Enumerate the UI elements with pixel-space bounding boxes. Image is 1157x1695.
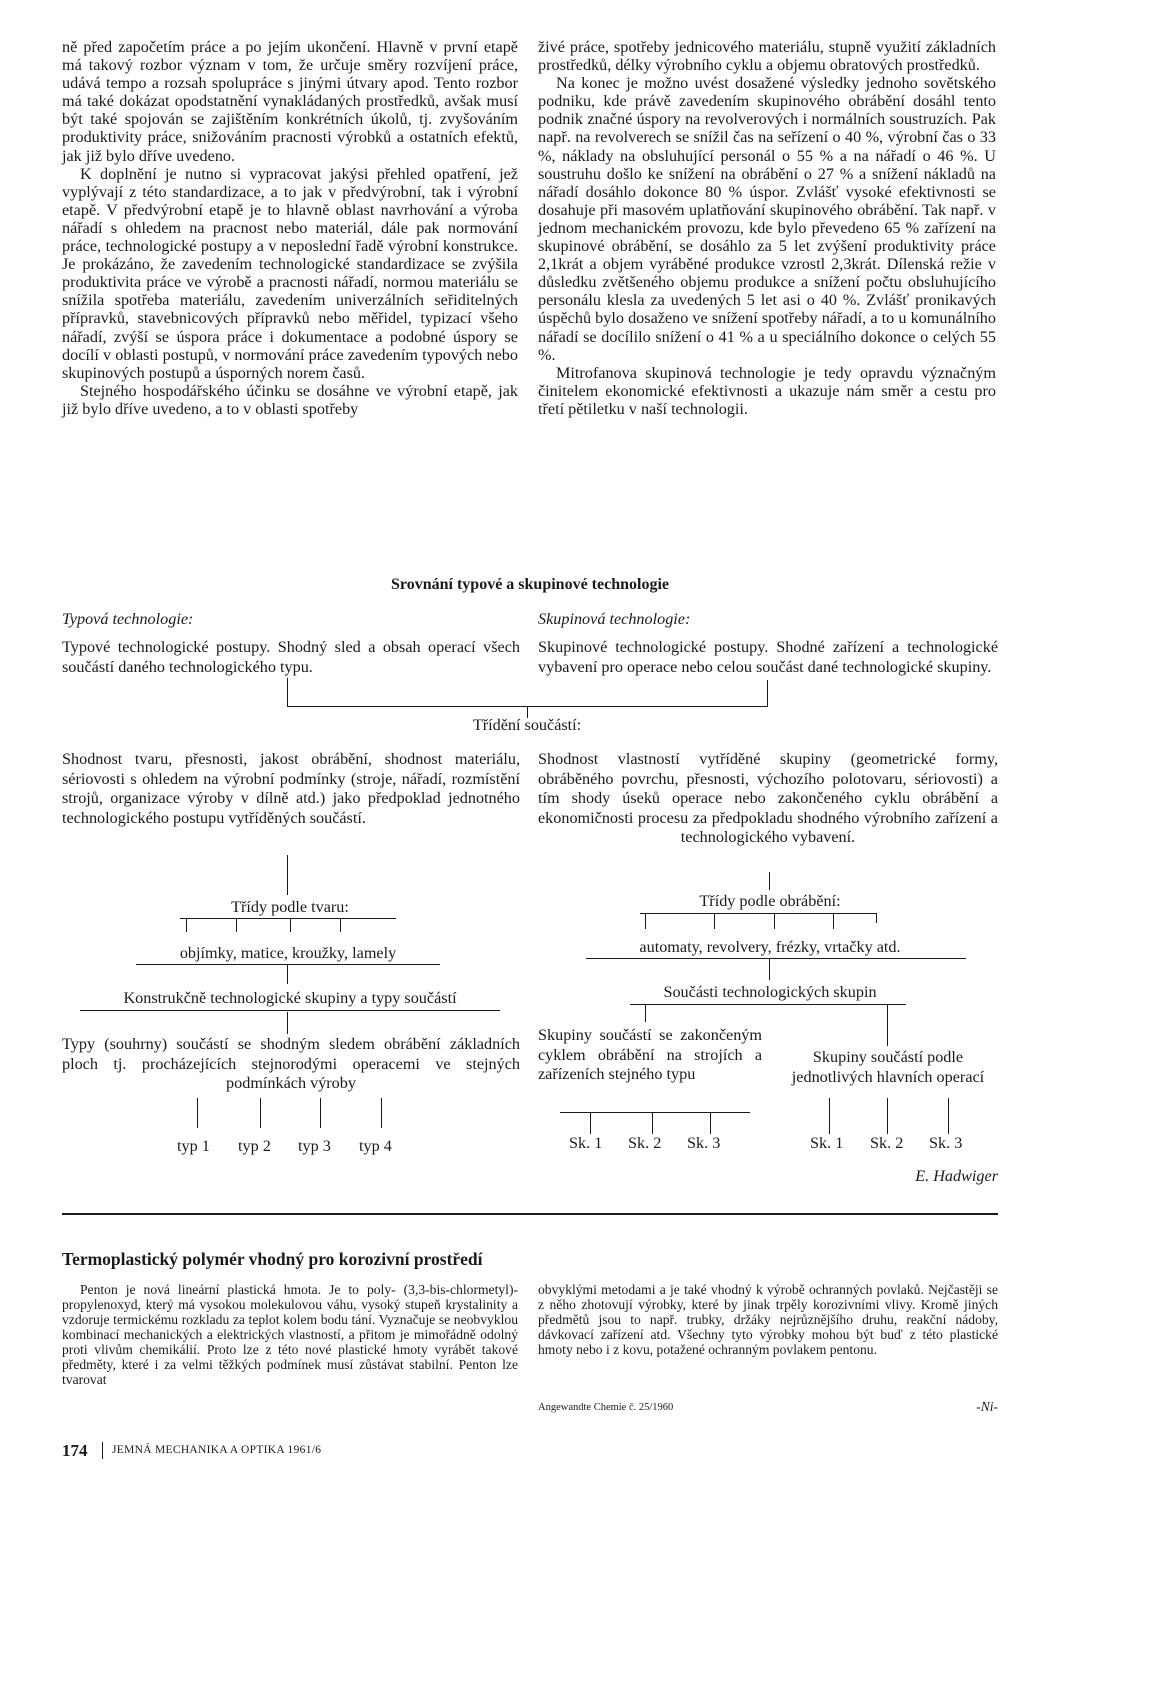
article-source: Angewandte Chemie č. 25/1960 <box>538 1402 674 1413</box>
connector-line <box>260 1098 261 1128</box>
connector-line <box>645 913 646 929</box>
paragraph: Na konec je možno uvést dosažené výsledky jednoho sovětského podniku, kde právě zavedením skupinového obrábění dosáhl tento podnik značné úspory na revolverových i normálních soustruzích. Pak např. na revolverech se snížil čas na seřízení o 40 %, výrobní čas o 33 %, náklady na obsluhující personál o 55 % a na nářadí o 46 %. U soustruhu došlo ke snížení na obrábění o 27 % a snížení nákladů na nářadí dosáhlo dokonce 80 % úspor. Zvlášť vysoké efektivnosti se dosahuje při masovém uplatňování skupinového obrábění. Tak např. v jednom mechanickém provozu, kde bylo převedeno 65 % zařízení na skupinové obrábění, se dosáhlo za 5 let zvýšení produktivity práce 2,1krát a objem vyráběné produkce vzrostl 2,3krát. Dílenská režie v důsledku zvětšeného objemu produkce a snížení počtu obsluhujícího personálu klesla za uvedených 5 let asi o 40 %. Zvlášť pronikavých úspěchů bylo dosaženo ve snížení spotřeby nářadí, a to u komunálního nářadí se docílilo snížení o 41 % a u speciálního dokonce o celých 55 %. <box>538 74 996 364</box>
connector-line <box>645 1004 646 1022</box>
connector-line <box>652 1112 653 1134</box>
paragraph: ně před započetím práce a po jejím ukončení. Hlavně v první etapě má takový rozbor význam v tom, že určuje směry rozvíjení práce, udává tempo a rozsah spolupráce s jinými útvary apod. Tento rozbor má také dokázat opodstatnění vynakládaných prostředků, avšak musí být také spojován se zajištěním konkrétních úkolů, tj. zvyšováním produktivity práce, snižováním pracnosti výrobků a ostatních efektů, jak již bylo dříve uvedeno. <box>62 38 518 165</box>
right-criteria: Shodnost vlastností vytříděné skupiny (geometrické formy, obráběného povrchu, přesnosti, výchozího polotovaru, sériovosti) a tím shody úseků operace nebo zakončeného cyklu obrábění a ekonomičnosti procesu za předpokladu shodného výrobního zařízení a technologického vybavení. <box>538 750 998 846</box>
connector-line <box>640 913 876 914</box>
left-criteria: Shodnost tvaru, přesnosti, jakost obrábění, shodnost materiálu, sériovosti s ohledem na výrobní podmínky (stroje, nářadí, rozmístění strojů, organizace výroby v dílně atd.) jako předpoklad jednotného technologického postupu vytříděných součástí. <box>62 750 520 827</box>
journal-name: JEMNÁ MECHANIKA A OPTIKA 1961/6 <box>112 1444 322 1456</box>
connector-line <box>287 855 288 895</box>
section-divider <box>62 1213 998 1215</box>
article-title: Termoplastický polymér vhodný pro korozivní prostředí <box>62 1249 483 1269</box>
left-groups: Konstrukčně technologické skupiny a typy součástí <box>123 989 457 1007</box>
connector-line <box>767 680 768 706</box>
connector-line <box>714 913 715 929</box>
group-label: Sk. 1 <box>810 1134 844 1152</box>
connector-line <box>180 918 396 919</box>
paragraph: živé práce, spotřeby jednicového materiálu, stupně využití základních prostředků, délky výrobního cyklu a objemu obratových prostředků. <box>538 38 996 75</box>
connector-line <box>630 1004 906 1005</box>
author: E. Hadwiger <box>915 1167 998 1185</box>
connector-line <box>876 913 877 923</box>
connector-line <box>829 1098 830 1134</box>
right-description: Skupinové technologické postupy. Shodné zařízení a technologické vybavení pro operace nebo celou součást dané technologické skupiny. <box>538 638 998 676</box>
left-types-description: Typy (souhrny) součástí se shodným sledem obrábění základních ploch tj. procházejících stejnorodými operacemi ve stejných podmínkách výroby <box>62 1035 520 1092</box>
connector-line <box>948 1098 949 1134</box>
connector-line <box>887 1098 888 1134</box>
center-label: Třídění součástí: <box>472 716 582 734</box>
group-label: Sk. 2 <box>628 1134 662 1152</box>
connector-line <box>80 1010 500 1011</box>
connector-line <box>560 1112 750 1113</box>
paragraph: obvyklými metodami a je také vhodný k výrobě ochranných povlaků. Nejčastěji se z něho zhotovují výrobky, které by jinak trpěly korozivními vlivy. Kromě jiných předmětů jsou to např. trubky, držáky nejrůznějšího druhu, reakční nádoby, dávkovací zařízení atd. Všechny tyto výrobky mohou být buď z této plastické hmoty nebo i z kovu, potažené ochranným povlakem pentonu. <box>538 1282 998 1357</box>
article-right-column <box>538 1282 998 1357</box>
connector-line <box>833 913 834 929</box>
paragraph: Stejného hospodářského účinku se dosáhne ve výrobní etapě, jak již bylo dříve uvedeno, a to v oblasti spotřeby <box>62 381 518 418</box>
left-heading: Typová technologie: <box>62 610 194 628</box>
footer-divider <box>102 1442 103 1459</box>
group-label: Sk. 3 <box>929 1134 963 1152</box>
right-classes: automaty, revolvery, frézky, vrtačky atd. <box>639 938 901 956</box>
connector-line <box>197 1098 198 1128</box>
connector-line <box>287 964 288 984</box>
left-description: Typové technologické postupy. Shodný sled a obsah operací všech součástí daného technologického typu. <box>62 638 520 676</box>
right-groups: Součásti technologických skupin <box>663 983 877 1001</box>
type-label: typ 1 <box>177 1137 210 1155</box>
right-subgroup-right: Skupiny součástí podle jednotlivých hlavních operací <box>791 1048 985 1086</box>
type-label: typ 2 <box>238 1137 271 1155</box>
right-classes-label: Třídy podle obrábění: <box>699 892 841 910</box>
top-right-column <box>538 38 996 418</box>
connector-line <box>586 958 966 959</box>
top-left-column <box>62 38 518 418</box>
paragraph: K doplnění je nutno si vypracovat jakýsi přehled opatření, jež vyplývají z této standardizace, a to jak v předvýrobní, tak i výrobní etapě. V předvýrobní etapě je to hlavně oblast navrhování a výroba nářadí s ohledem na pracnost nebo materiál, dále pak normování práce, technologické postupy a v neposlední řadě výrobní konstrukce. Je prokázáno, že zavedením technologické standardizace se zvýšila produktivita práce ve výrobě a pracnosti nářadí, normou materiálu se snížila spotřeba materiálu, zavedením univerzálních seřiditelných přípravků, stavebnicových přípravků nebo měřidel, typizací všeho nářadí, zvýší se úspora práce i dokumentace a podobné úspory se docílí v oblasti postupů, v normování práce zavedením typových nebo skupinových postupů a úsporných norem časů. <box>62 164 518 382</box>
right-subgroup-left: Skupiny součástí se zakončeným cyklem obrábění na strojích a zařízeních stejného typu <box>538 1026 762 1083</box>
connector-line <box>710 1112 711 1134</box>
connector-line <box>186 918 187 932</box>
article-signature: -Ni- <box>976 1399 998 1414</box>
connector-line <box>590 1112 591 1134</box>
type-label: typ 4 <box>359 1137 392 1155</box>
connector-line <box>340 918 341 932</box>
connector-line <box>236 918 237 932</box>
connector-line <box>887 1004 888 1046</box>
type-label: typ 3 <box>298 1137 331 1155</box>
left-classes: objímky, matice, kroužky, lamely <box>179 944 397 962</box>
connector-line <box>287 1012 288 1034</box>
connector-line <box>769 872 770 890</box>
connector-line <box>381 1098 382 1128</box>
connector-line <box>290 918 291 932</box>
connector-line <box>774 913 775 929</box>
group-label: Sk. 1 <box>569 1134 603 1152</box>
group-label: Sk. 3 <box>687 1134 721 1152</box>
right-heading: Skupinová technologie: <box>538 610 691 628</box>
left-classes-label: Třídy podle tvaru: <box>231 898 349 916</box>
paragraph: Penton je nová lineární plastická hmota. Je to poly- (3,3-bis-chlormetyl)-propylenoxyd, který má vysokou molekulovou váhu, vysoký stupeň krystalinity a vzdoruje termickému rozkladu za teplot kolem bodu tání. Vyznačuje se neobvyklou kombinací mechanických a elektrických vlastností, a přitom je mimořádně odolný proti vlivům chemikálií. Proto lze z této nové plastické hmoty vyrábět takové předměty, které i za velmi těžkých podmínek musí zůstávat stabilní. Penton lze tvarovat <box>62 1282 518 1387</box>
group-label: Sk. 2 <box>870 1134 904 1152</box>
article-left-column <box>62 1282 518 1387</box>
diagram-title: Srovnání typové a skupinové technologie <box>391 576 669 593</box>
connector-line <box>320 1098 321 1128</box>
page-number: 174 <box>62 1441 88 1460</box>
connector-line <box>769 958 770 980</box>
connector-line <box>136 964 440 965</box>
paragraph: Mitrofanova skupinová technologie je tedy opravdu význačným činitelem ekonomické efektivnosti a ukazuje nám směr a cestu pro třetí pětiletku v naší technologii. <box>538 363 996 418</box>
connector-line <box>287 678 288 706</box>
